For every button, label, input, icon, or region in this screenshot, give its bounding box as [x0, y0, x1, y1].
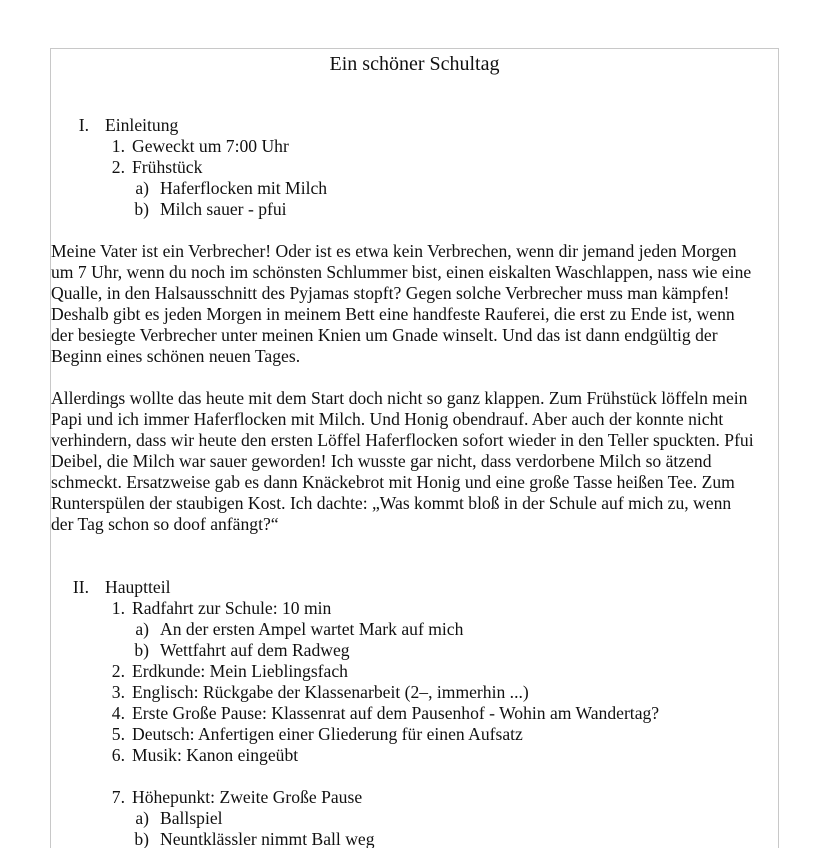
paragraph-line: Allerdings wollte das heute mit dem Start doch nicht so ganz klappen. Zum Frühstück löffeln mein — [51, 388, 748, 408]
outline-subitem-letter: a) — [135, 178, 149, 198]
section-1-numeral: I. — [78, 115, 89, 135]
section-2-heading: Hauptteil — [105, 577, 171, 597]
outline-item-number: 5. — [111, 724, 125, 744]
outline-item-number: 1. — [111, 136, 125, 156]
paragraph-line: verhindern, dass wir heute den ersten Löffel Haferflocken sofort wieder in den Teller spuckten. Pfui — [51, 430, 754, 450]
outline-item-text: Englisch: Rückgabe der Klassenarbeit (2–, immerhin ...) — [132, 682, 529, 702]
outline-subitem-text: Milch sauer - pfui — [160, 199, 287, 219]
outline-subitem-letter: b) — [134, 199, 149, 219]
paragraph-line: der Tag schon so doof anfängt?“ — [51, 514, 279, 534]
paragraph-line: Deibel, die Milch war sauer geworden! Ich wusste gar nicht, dass verdorbene Milch so ätzend — [51, 451, 712, 471]
outline-item-number: 6. — [111, 745, 125, 765]
paragraph-line: Runterspülen der staubigen Kost. Ich dachte: „Was kommt bloß in der Schule auf mich zu, wenn — [51, 493, 732, 513]
paragraph-line: schmeckt. Ersatzweise gab es dann Knäckebrot mit Honig und eine große Tasse heißen Tee. Zum — [51, 472, 735, 492]
outline-item-text: Erste Große Pause: Klassenrat auf dem Pausenhof - Wohin am Wandertag? — [132, 703, 660, 723]
outline-item-number: 7. — [111, 787, 125, 807]
document-title: Ein schöner Schultag — [329, 53, 500, 75]
paragraph-line: um 7 Uhr, wenn du noch im schönsten Schlummer bist, einen eiskalten Waschlappen, nass wie eine — [51, 262, 752, 282]
section-2-numeral: II. — [72, 577, 89, 597]
outline-subitem-text: Haferflocken mit Milch — [160, 178, 328, 198]
outline-item-number: 4. — [111, 703, 125, 723]
outline-item-text: Frühstück — [132, 157, 203, 177]
outline-subitem-text: Neuntklässler nimmt Ball weg — [160, 829, 375, 848]
outline-item-number: 1. — [111, 598, 125, 618]
outline-item-text: Geweckt um 7:00 Uhr — [132, 136, 289, 156]
outline-subitem-text: Wettfahrt auf dem Radweg — [160, 640, 350, 660]
outline-subitem-letter: a) — [135, 808, 149, 828]
paragraph-line: Deshalb gibt es jeden Morgen in meinem Bett eine handfeste Rauferei, die erst zu Ende ist, wenn — [51, 304, 735, 324]
outline-item-text: Musik: Kanon eingeübt — [132, 745, 299, 765]
outline-item-number: 2. — [111, 157, 125, 177]
section-1-heading: Einleitung — [105, 115, 179, 135]
paragraph-line: Qualle, in den Halsausschnitt des Pyjamas stopft? Gegen solche Verbrecher muss man kämpfen! — [51, 283, 730, 303]
outline-item-text: Höhepunkt: Zweite Große Pause — [132, 787, 363, 807]
paragraph-line: Papi und ich immer Haferflocken mit Milch. Und Honig obendrauf. Aber auch der konnte nicht — [51, 409, 724, 429]
outline-item-text: Radfahrt zur Schule: 10 min — [132, 598, 332, 618]
paragraph-line: Beginn eines schönen neuen Tages. — [51, 346, 301, 366]
paragraph-line: der besiegte Verbrecher unter meinen Knien um Gnade winselt. Und das ist dann endgültig der — [51, 325, 718, 345]
document-page — [50, 48, 779, 848]
outline-item-text: Erdkunde: Mein Lieblingsfach — [132, 661, 348, 681]
outline-subitem-letter: b) — [134, 640, 149, 660]
outline-item-number: 3. — [111, 682, 125, 702]
outline-subitem-text: Ballspiel — [160, 808, 223, 828]
outline-subitem-letter: b) — [134, 829, 149, 848]
outline-item-number: 2. — [111, 661, 125, 681]
outline-item-text: Deutsch: Anfertigen einer Gliederung für einen Aufsatz — [132, 724, 523, 744]
paragraph-line: Meine Vater ist ein Verbrecher! Oder ist es etwa kein Verbrechen, wenn dir jemand jeden Morgen — [51, 241, 737, 261]
outline-subitem-text: An der ersten Ampel wartet Mark auf mich — [160, 619, 464, 639]
outline-subitem-letter: a) — [135, 619, 149, 639]
